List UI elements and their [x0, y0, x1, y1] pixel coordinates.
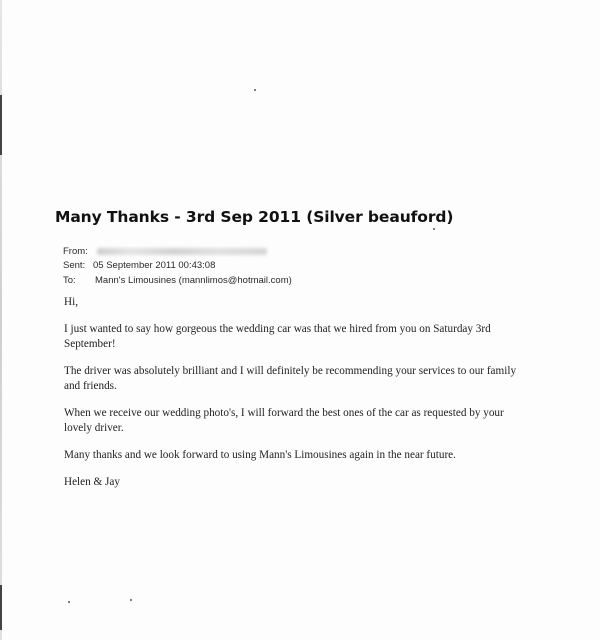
redacted-sender-address: [97, 248, 267, 255]
email-body: [64, 295, 534, 502]
from-label: From:: [63, 245, 88, 257]
sent-value: 05 September 2011 00:43:08: [93, 260, 216, 272]
email-paragraph: I just wanted to say how gorgeous the wedding car was that we hired from you on Saturday 3rd September!: [64, 323, 491, 350]
scan-edge-mark: [0, 585, 2, 630]
from-row: [63, 244, 292, 259]
email-paragraph: Many thanks and we look forward to using Mann's Limousines again in the near future.: [64, 449, 456, 461]
email-paragraph: When we receive our wedding photo's, I will forward the best ones of the car as requested by your lovely driver.: [64, 407, 504, 434]
scan-edge-mark: [0, 95, 2, 155]
email-signature: Helen & Jay: [64, 476, 120, 488]
sent-label: Sent:: [63, 260, 86, 272]
sent-row: [63, 259, 292, 274]
scan-speck: [130, 599, 132, 601]
scan-speck: [254, 89, 256, 91]
scan-speck: [433, 228, 435, 230]
email-header: [63, 244, 292, 288]
to-label: To:: [63, 274, 76, 286]
email-paragraph: The driver was absolutely brilliant and I will definitely be recommending your services to our family and friends.: [64, 365, 517, 392]
email-subject: Many Thanks - 3rd Sep 2011 (Silver beauford): [55, 208, 454, 226]
email-greeting: Hi,: [64, 296, 78, 308]
scan-speck: [68, 601, 70, 603]
to-value: Mann's Limousines (mannlimos@hotmail.com): [95, 274, 292, 286]
to-row: [63, 273, 292, 288]
